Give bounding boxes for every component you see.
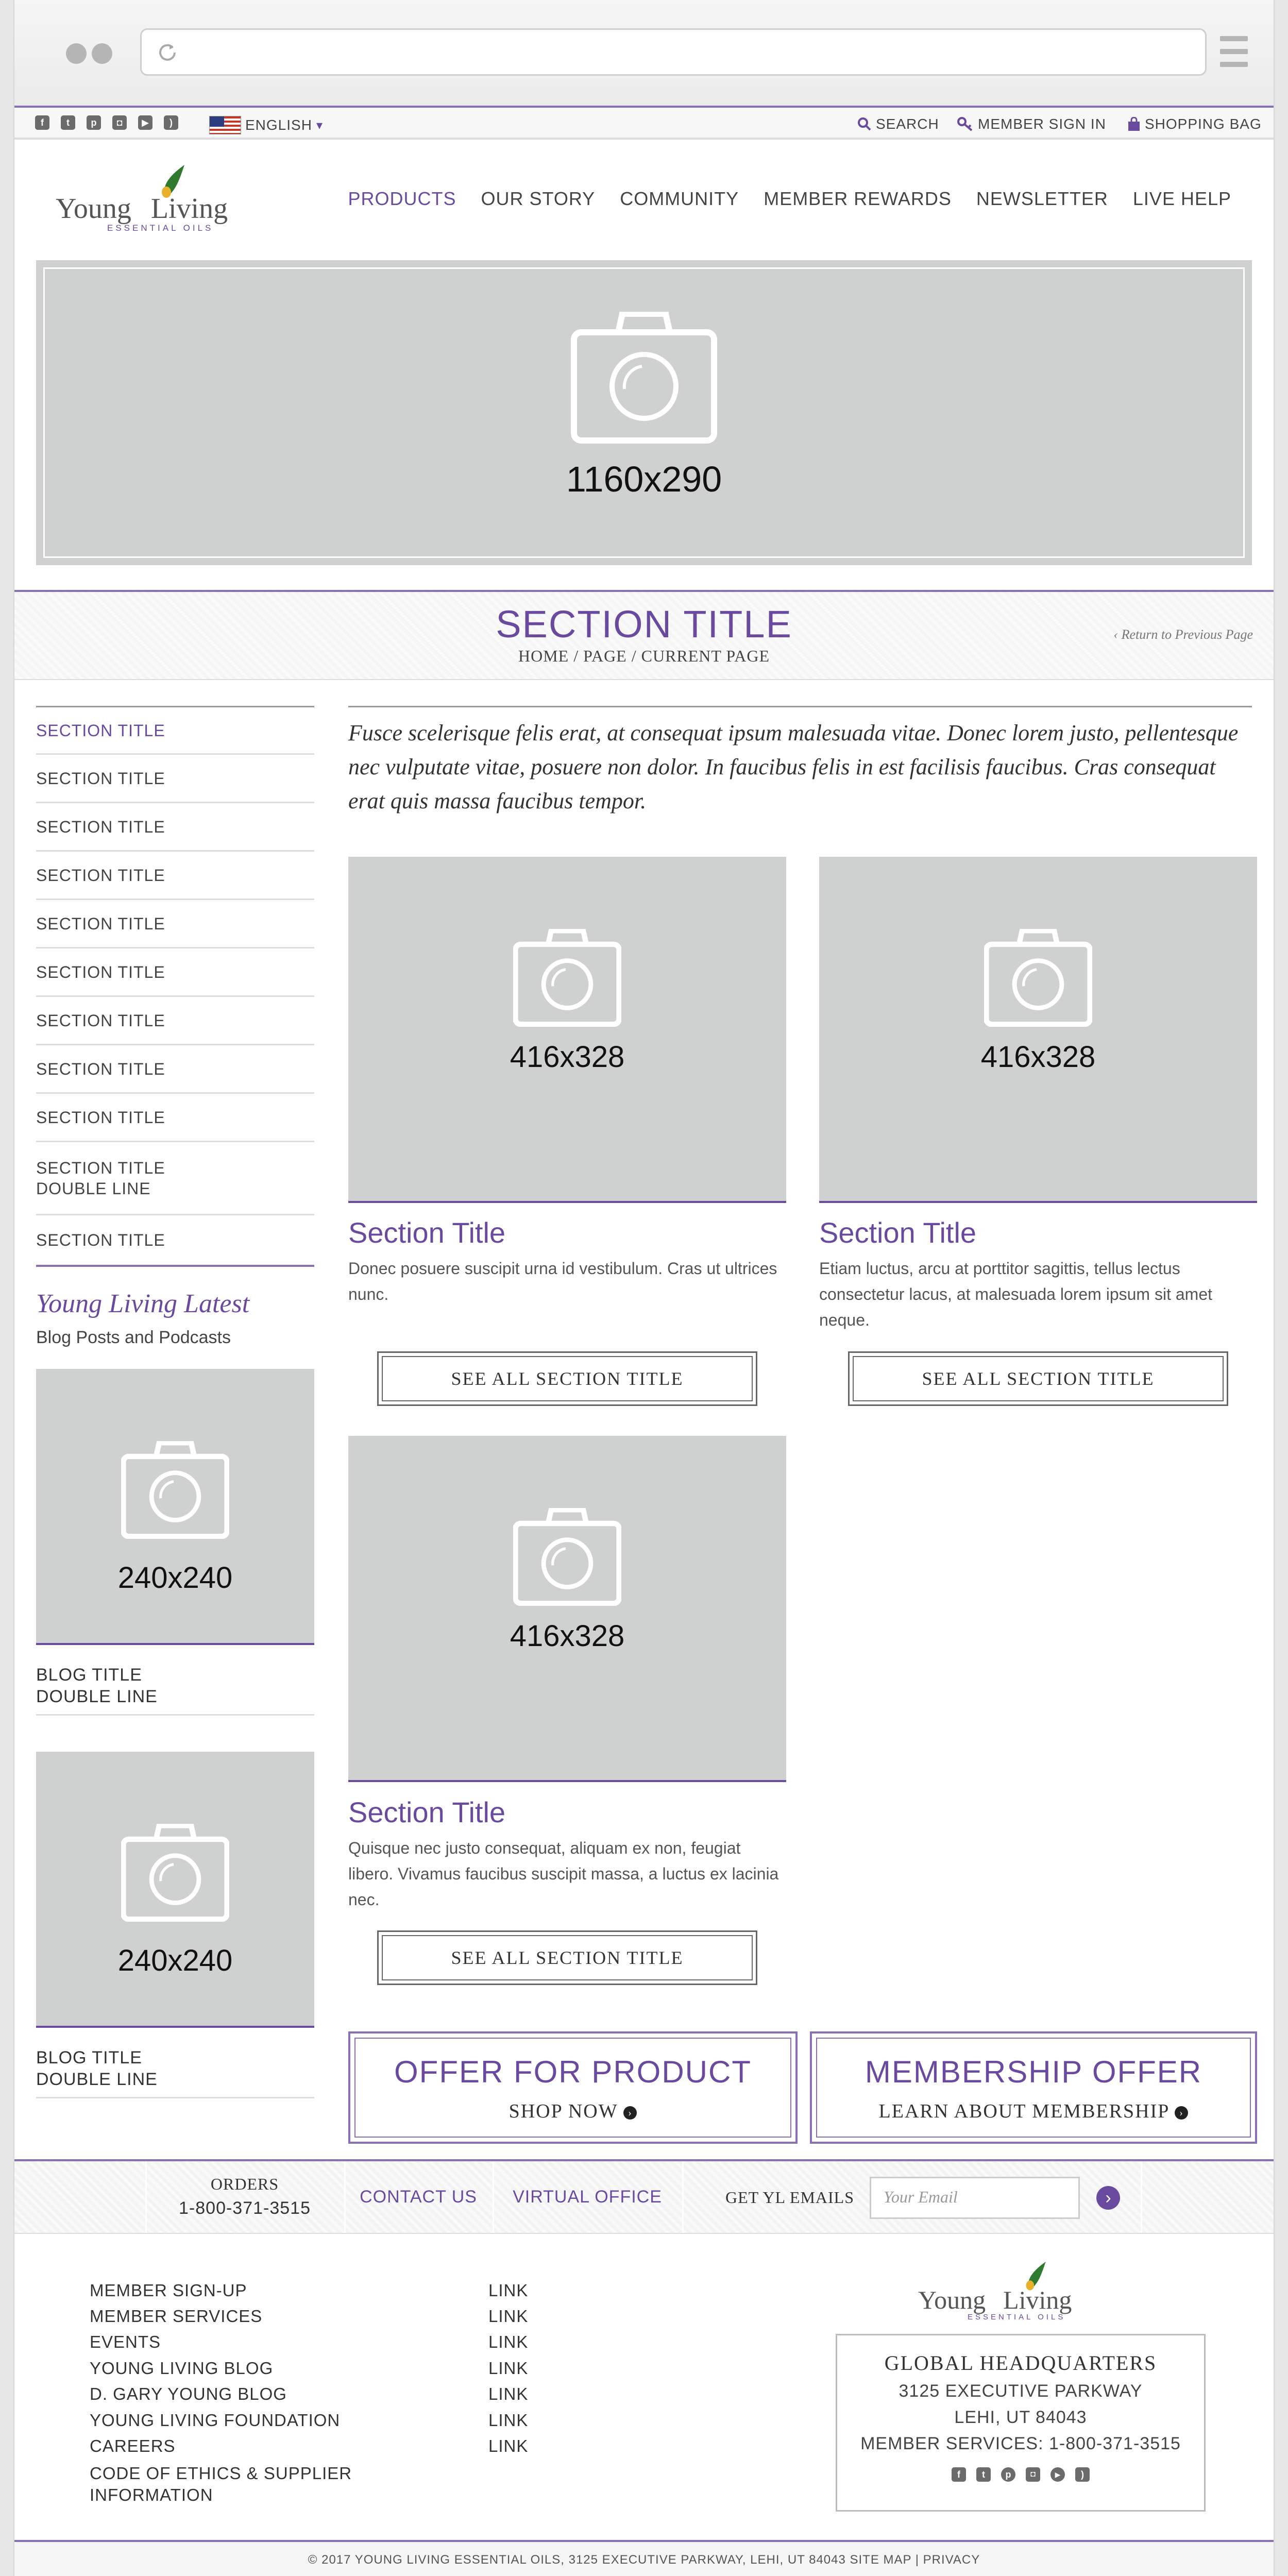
offer-membership-box[interactable]: MEMBERSHIP OFFER LEARN ABOUT MEMBERSHIP › bbox=[810, 2031, 1257, 2144]
rss-icon[interactable]: ) bbox=[164, 115, 178, 130]
emails-label: GET YL EMAILS bbox=[725, 2188, 855, 2207]
sidebar-item[interactable]: SECTION TITLE bbox=[36, 1094, 314, 1142]
sidebar-item[interactable]: SECTION TITLE bbox=[36, 997, 314, 1045]
sidebar-item[interactable]: SECTION TITLE bbox=[36, 1045, 314, 1094]
sidebar-item[interactable]: SECTION TITLE DOUBLE LINE bbox=[36, 1142, 314, 1215]
card-title: Section Title bbox=[819, 1216, 977, 1249]
see-all-button[interactable]: SEE ALL SECTION TITLE bbox=[377, 1351, 757, 1406]
facebook-icon[interactable]: f bbox=[35, 115, 49, 130]
footer-link[interactable]: LINK bbox=[488, 2307, 529, 2326]
window-dot[interactable] bbox=[92, 43, 112, 64]
footer-contact-band bbox=[14, 2159, 1274, 2234]
footer-link[interactable]: LINK bbox=[488, 2281, 529, 2300]
youtube-icon[interactable]: ▶ bbox=[138, 115, 152, 130]
search-link[interactable]: SEARCH bbox=[857, 116, 939, 132]
footer-brand-logo[interactable]: Young Living ESSENTIAL OILS bbox=[918, 2259, 1134, 2326]
youtube-icon[interactable]: ▶ bbox=[1050, 2467, 1065, 2482]
footer-link[interactable]: D. GARY YOUNG BLOG bbox=[90, 2384, 287, 2403]
footer-link[interactable]: LINK bbox=[488, 2384, 529, 2403]
virtual-office-link[interactable]: VIRTUAL OFFICE bbox=[513, 2187, 662, 2207]
card-image[interactable]: 416x328 bbox=[819, 857, 1257, 1203]
chevron-down-icon: ▾ bbox=[316, 118, 323, 132]
nav-our-story[interactable]: OUR STORY bbox=[481, 188, 596, 209]
hq-social-links bbox=[837, 2467, 1204, 2482]
camera-icon bbox=[513, 929, 621, 1027]
card-image[interactable]: 416x328 bbox=[348, 1436, 786, 1782]
sidebar-item[interactable]: SECTION TITLE bbox=[36, 900, 314, 948]
content-top-rule bbox=[348, 706, 1252, 707]
browser-menu-icon[interactable] bbox=[1220, 36, 1248, 67]
facebook-icon[interactable]: f bbox=[952, 2467, 966, 2482]
blog-title[interactable]: BLOG TITLE DOUBLE LINE bbox=[36, 1664, 314, 1716]
sidebar-item[interactable]: SECTION TITLE bbox=[36, 852, 314, 900]
see-all-button[interactable]: SEE ALL SECTION TITLE bbox=[377, 1930, 757, 1985]
hero-banner[interactable]: 1160x290 bbox=[36, 260, 1252, 565]
twitter-icon[interactable]: t bbox=[61, 115, 75, 130]
headquarters-box: GLOBAL HEADQUARTERS 3125 EXECUTIVE PARKWAY LEHI, UT 84043 MEMBER SERVICES: 1-800-371-3515 f t p ◘ ▶ ) bbox=[836, 2334, 1206, 2512]
breadcrumb[interactable]: HOME / PAGE / CURRENT PAGE bbox=[518, 647, 770, 665]
email-submit-button[interactable] bbox=[1096, 2186, 1120, 2210]
browser-chrome bbox=[13, 0, 1275, 106]
nav-member-rewards[interactable]: MEMBER REWARDS bbox=[764, 188, 952, 209]
footer-link[interactable]: EVENTS bbox=[90, 2332, 161, 2351]
page-title: SECTION TITLE bbox=[496, 603, 792, 646]
social-links bbox=[35, 115, 178, 130]
camera-icon bbox=[121, 1441, 229, 1539]
card-image[interactable]: 416x328 bbox=[348, 857, 786, 1203]
pinterest-icon[interactable]: p bbox=[1001, 2467, 1015, 2482]
camera-icon bbox=[571, 312, 717, 444]
footer-link[interactable]: YOUNG LIVING BLOG bbox=[90, 2359, 274, 2378]
us-flag-icon bbox=[209, 116, 241, 134]
sidebar-item[interactable]: SECTION TITLE bbox=[36, 1215, 314, 1267]
footer-link[interactable]: MEMBER SIGN-UP bbox=[90, 2281, 247, 2300]
card-title: Section Title bbox=[348, 1796, 506, 1828]
lead-paragraph: Fusce scelerisque felis erat, at consequat ipsum malesuada vitae. Donec lorem justo, pellentesque nec vulputate vitae, posuere non dolor. In faucibus felis in est facilisis faucibus. Cras consequat erat quis massa faucibus tempor. bbox=[348, 720, 1239, 814]
search-icon bbox=[857, 117, 872, 131]
card-text: Etiam luctus, arcu at porttitor sagittis, tellus lectus consectetur lacus, at malesuada lorem ipsum sit amet neque. bbox=[819, 1259, 1212, 1329]
latest-subheading: Blog Posts and Podcasts bbox=[36, 1328, 231, 1347]
blog-image[interactable]: 240x240 bbox=[36, 1752, 314, 2028]
camera-icon bbox=[121, 1824, 229, 1922]
email-input[interactable]: Your Email bbox=[870, 2177, 1080, 2219]
learn-membership-link[interactable]: LEARN ABOUT MEMBERSHIP bbox=[878, 2100, 1169, 2122]
card-text: Donec posuere suscipit urna id vestibulum. Cras ut ultrices nunc. bbox=[348, 1259, 777, 1303]
nav-newsletter[interactable]: NEWSLETTER bbox=[976, 188, 1108, 209]
footer-link[interactable]: CODE OF ETHICS & SUPPLIER INFORMATION bbox=[90, 2464, 352, 2504]
footer-link[interactable]: CAREERS bbox=[90, 2436, 176, 2455]
sidebar-item[interactable]: SECTION TITLE bbox=[36, 707, 314, 755]
brand-logo[interactable]: Young Living ESSENTIAL OILS bbox=[56, 162, 272, 229]
main-nav bbox=[348, 188, 1231, 210]
blog-title[interactable]: BLOG TITLE DOUBLE LINE bbox=[36, 2047, 314, 2098]
footer-link[interactable]: LINK bbox=[488, 2411, 529, 2430]
card-text: Quisque nec justo consequat, aliquam ex non, feugiat libero. Vivamus faucibus suscipit massa, a luctus ex lacinia nec. bbox=[348, 1839, 779, 1909]
card-title: Section Title bbox=[348, 1216, 506, 1249]
footer-link[interactable]: LINK bbox=[488, 2436, 529, 2455]
arrow-circle-icon: › bbox=[623, 2106, 637, 2120]
address-bar[interactable] bbox=[140, 28, 1207, 76]
twitter-icon[interactable]: t bbox=[976, 2467, 991, 2482]
return-link[interactable]: ‹ Return to Previous Page bbox=[1113, 627, 1253, 642]
footer-link[interactable]: LINK bbox=[488, 2359, 529, 2378]
shopping-bag-link[interactable]: SHOPPING BAG bbox=[1127, 116, 1262, 132]
shop-now-link[interactable]: SHOP NOW bbox=[509, 2100, 618, 2122]
key-icon bbox=[957, 117, 974, 131]
chevron-right-icon: › bbox=[1105, 2188, 1111, 2208]
arrow-circle-icon: › bbox=[1175, 2106, 1188, 2120]
instagram-icon[interactable]: ◘ bbox=[112, 115, 127, 130]
blog-image[interactable]: 240x240 bbox=[36, 1369, 314, 1645]
footer-link[interactable]: YOUNG LIVING FOUNDATION bbox=[90, 2411, 341, 2430]
section-title-band bbox=[14, 590, 1274, 680]
footer-link[interactable]: MEMBER SERVICES bbox=[90, 2307, 263, 2326]
see-all-button[interactable]: SEE ALL SECTION TITLE bbox=[848, 1351, 1228, 1406]
copyright-bar: © 2017 YOUNG LIVING ESSENTIAL OILS, 3125 EXECUTIVE PARKWAY, LEHI, UT 84043 SITE MAP | PRIVACY bbox=[14, 2540, 1274, 2576]
language-selector[interactable]: ENGLISH ▾ bbox=[209, 116, 323, 134]
camera-icon bbox=[513, 1508, 621, 1606]
rss-icon[interactable]: ) bbox=[1075, 2467, 1090, 2482]
sidebar-item[interactable]: SECTION TITLE bbox=[36, 948, 314, 997]
divider bbox=[14, 139, 1274, 140]
instagram-icon[interactable]: ◘ bbox=[1026, 2467, 1040, 2482]
pinterest-icon[interactable]: p bbox=[87, 115, 101, 130]
reload-icon[interactable] bbox=[156, 41, 179, 64]
utility-bar bbox=[14, 108, 1274, 139]
window-dot[interactable] bbox=[66, 43, 87, 64]
member-sign-in-link[interactable]: MEMBER SIGN IN bbox=[957, 116, 1106, 132]
orders-label: ORDERS bbox=[210, 2175, 279, 2193]
shopping-bag-icon bbox=[1127, 117, 1141, 131]
camera-icon bbox=[984, 929, 1092, 1027]
web-page bbox=[13, 106, 1275, 2576]
nav-products[interactable]: PRODUCTS bbox=[348, 188, 456, 209]
latest-heading: Young Living Latest bbox=[36, 1289, 250, 1318]
orders-phone[interactable]: 1-800-371-3515 bbox=[179, 2198, 311, 2218]
nav-live-help[interactable]: LIVE HELP bbox=[1132, 188, 1231, 209]
sidebar-item[interactable]: SECTION TITLE bbox=[36, 803, 314, 852]
sidebar-item[interactable]: SECTION TITLE bbox=[36, 755, 314, 803]
nav-community[interactable]: COMMUNITY bbox=[620, 188, 739, 209]
contact-us-link[interactable]: CONTACT US bbox=[360, 2187, 477, 2207]
footer-link[interactable]: LINK bbox=[488, 2332, 529, 2351]
offer-product-box[interactable]: OFFER FOR PRODUCT SHOP NOW › bbox=[348, 2031, 798, 2144]
